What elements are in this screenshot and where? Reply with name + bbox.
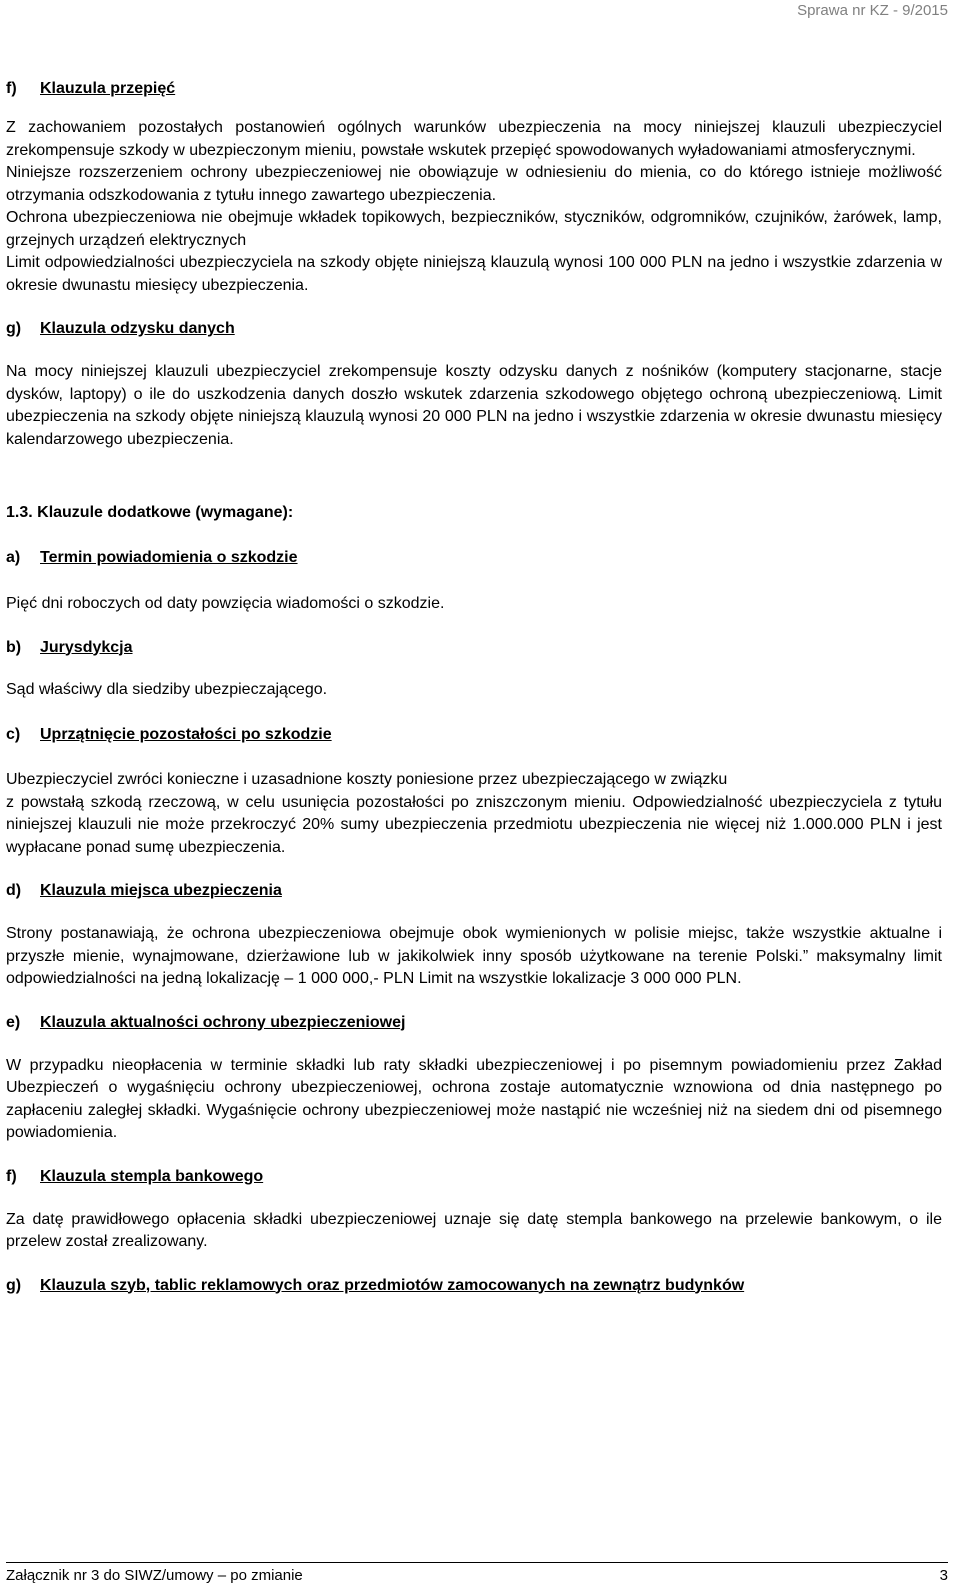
section-letter: g): [6, 320, 22, 337]
paragraph: Za datę prawidłowego opłacenia składki ubezpieczeniowej uznaje się datę stempla bankowego na przelewie bankowym, o ile przelew został zrealizowany.: [6, 1210, 942, 1250]
section-title: Klauzula szyb, tablic reklamowych oraz przedmiotów zamocowanych na zewnątrz budynków: [40, 1276, 745, 1294]
footer-label: Załącznik nr 3 do SIWZ/umowy – po zmianie: [6, 1567, 303, 1584]
section-heading-f-surge: [6, 78, 942, 100]
section-title: Klauzula przepięć: [40, 80, 176, 97]
section-heading-g-glass-signs: [6, 1275, 942, 1297]
section-letter: f): [6, 80, 17, 97]
section-title: Klauzula miejsca ubezpieczenia: [40, 882, 282, 899]
section-letter: g): [6, 1276, 22, 1294]
page-number: 3: [939, 1567, 948, 1584]
document-reference: Sprawa nr KZ - 9/2015: [797, 2, 948, 19]
section-title: Klauzula odzysku danych: [40, 320, 235, 337]
section-title: Termin powiadomienia o szkodzie: [40, 549, 298, 566]
paragraph: z powstałą szkodą rzeczową, w celu usunięcia pozostałości po zniszczonym mieniu. Odpowiedzialność ubezpieczyciela z tytułu niniejszej klauzuli nie może przekroczyć 20% sumy ubezpieczenia przedmiotu ubezpieczenia nie więcej niż 1.000.000 PLN i jest wypłacane ponad sumę ubezpieczenia.: [6, 793, 942, 856]
section-title: Jurysdykcja: [40, 638, 133, 656]
paragraph: Limit odpowiedzialności ubezpieczyciela na szkody objęte niniejszą klauzulą wynosi 100 000 PLN na jedno i wszystkie zdarzenia w okresie dwunastu miesięcy ubezpieczenia.: [6, 254, 942, 294]
section-letter: c): [6, 726, 21, 743]
section-letter: a): [6, 549, 21, 566]
paragraph: Pięć dni roboczych od daty powzięcia wiadomości o szkodzie.: [6, 595, 445, 612]
paragraph: W przypadku nieopłacenia w terminie składki lub raty składki ubezpieczeniowej i po pisemnym powiadomieniu przez Zakład Ubezpieczeń o wygaśnięciu ochrony ubezpieczeniowej, ochrona zostaje automatycznie wznowiona od dnia następnego po zapłaceniu zaległej składki. Wygaśnięcie ochrony ubezpieczeniowej może nastąpić nie wcześniej niż na siedem dni od pisemnego powiadomienia.: [6, 1056, 942, 1141]
paragraph: Niniejsze rozszerzeniem ochrony ubezpieczeniowej nie obowiązuje w odniesieniu do mienia, co do którego istnieje możliwość otrzymania odszkodowania z tytułu innego zawartego ubezpieczenia.: [6, 164, 942, 204]
paragraph: Ubezpieczyciel zwróci konieczne i uzasadnione koszty poniesione przez ubezpieczającego w związku: [6, 771, 728, 788]
section-heading-e-coverage-validity: [6, 1012, 942, 1034]
section-heading-f-bank-stamp: [6, 1166, 942, 1188]
paragraph: Strony postanawiają, że ochrona ubezpieczeniowa obejmuje obok wymienionych w polisie miejsc, także wszystkie aktualne i przyszłe mienie, wynajmowane, dzierżawione lub w jakikolwiek inny sposób użytkowane na terenie Polski.” maksymalny limit odpowiedzialności na jedną lokalizację – 1 000 000,- PLN Limit na wszystkie lokalizacje 3 000 000 PLN.: [6, 925, 942, 987]
section-heading-a-notification: [6, 547, 942, 569]
paragraph: Z zachowaniem pozostałych postanowień ogólnych warunków ubezpieczenia na mocy niniejszej klauzuli ubezpieczyciel zrekompensuje szkody w ubezpieczonym mieniu, powstałe wskutek przepięć spowodowanych wyładowaniami atmosferycznymi.: [6, 119, 942, 159]
page-footer: [6, 1562, 948, 1584]
section-heading-d-location: [6, 880, 942, 902]
paragraph: Na mocy niniejszej klauzuli ubezpieczyciel zrekompensuje koszty odzysku danych z nośników (komputery stacjonarne, stacje dysków, laptopy) o ile do uszkodzenia danych doszło wskutek zdarzenia szkodowego objętego ochroną ubezpieczeniową. Limit ubezpieczenia na szkody objęte niniejszą klauzulą wynosi 20 000 PLN na jedno i wszystkie zdarzenia w okresie dwunastu miesięcy kalendarzowego ubezpieczenia.: [6, 363, 942, 448]
section-heading-b-jurisdiction: [6, 637, 942, 659]
section-title: Uprzątnięcie pozostałości po szkodzie: [40, 726, 332, 743]
subsection-heading-1-3: 1.3. Klauzule dodatkowe (wymagane):: [6, 504, 294, 521]
section-letter: b): [6, 638, 22, 656]
paragraph: Ochrona ubezpieczeniowa nie obejmuje wkładek topikowych, bezpieczników, styczników, odgromników, czujników, żarówek, lamp, grzejnych urządzeń elektrycznych: [6, 209, 942, 249]
section-letter: d): [6, 882, 22, 899]
section-letter: f): [6, 1167, 17, 1185]
document-body: [6, 78, 942, 1297]
section-heading-g-data-recovery: [6, 318, 942, 340]
section-heading-c-debris-removal: [6, 724, 942, 746]
section-title: Klauzula stempla bankowego: [40, 1167, 264, 1185]
section-title: Klauzula aktualności ochrony ubezpieczeniowej: [40, 1013, 406, 1031]
section-letter: e): [6, 1013, 21, 1031]
paragraph: Sąd właściwy dla siedziby ubezpieczającego.: [6, 680, 328, 698]
